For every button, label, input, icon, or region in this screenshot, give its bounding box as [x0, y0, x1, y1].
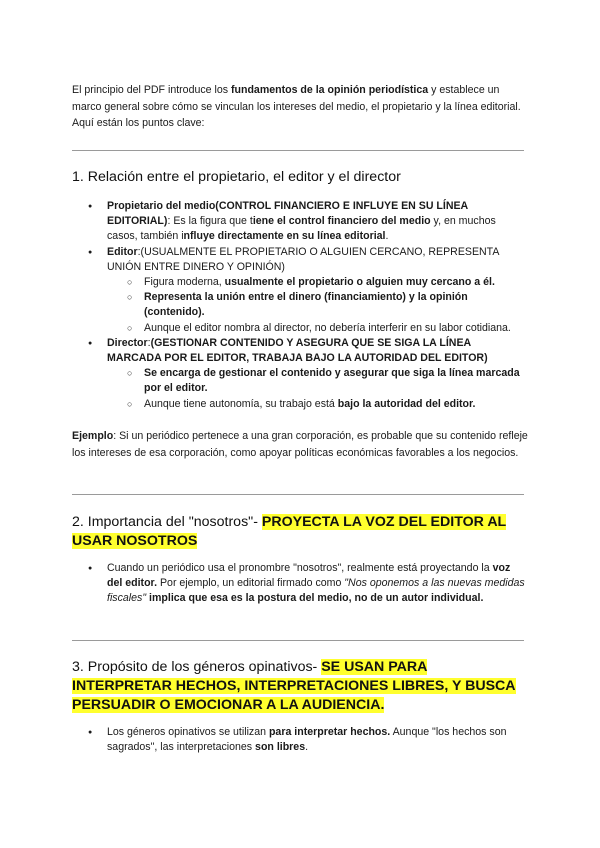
heading-text: 3. Propósito de los géneros opinativos-: [72, 659, 322, 675]
highlighted-heading-text: SE USAN PARA INTERPRETAR HECHOS, INTERPRETACIONES LIBRES, Y BUSCA PERSUADIR O EMOCIONAR A LA AUDIENCIA.: [72, 659, 516, 713]
sublist-item: ○ Representa la unión entre el dinero (financiamiento) y la opinión (contenido).: [107, 290, 528, 320]
heading-text: 2. Importancia del "nosotros"-: [72, 514, 262, 530]
list-item-director: ● Director:(GESTIONAR CONTENIDO Y ASEGURA QUE SE SIGA LA LÍNEA MARCADA POR EL EDITOR, TRABAJA BAJO LA AUTORIDAD DEL EDITOR) ○ Se encarga de gestionar el contenido y asegurar que siga la línea marcada por el editor. ○ Aunque tiene autonomía, su trabajo está bajo la autoridad del editor.: [72, 336, 528, 412]
highlighted-heading-text: PROYECTA LA VOZ DEL EDITOR AL USAR NOSOTROS: [72, 514, 507, 549]
heading-text: 1. Relación entre el propietario, el editor y el director: [72, 169, 401, 185]
section-2-heading: [72, 513, 512, 551]
intro-paragraph: [72, 82, 528, 132]
list-item: ● Cuando un periódico usa el pronombre "nosotros", realmente está proyectando la voz del editor. Por ejemplo, un editorial firmado como "Nos oponemos a las nuevas medidas fiscales" implica que esa es la postura del medio, no de un autor individual.: [72, 561, 528, 607]
section-2-list: [72, 561, 528, 607]
intro-text: y establece un marco general sobre cómo se vinculan los intereses del medio, el propietario y la línea editorial. Aquí están los puntos clave:: [72, 84, 521, 129]
divider: [72, 494, 524, 495]
sublist-item: ○ Aunque el editor nombra al director, no debería interferir en su labor cotidiana.: [107, 321, 528, 336]
sublist-item: ○ Se encarga de gestionar el contenido y asegurar que siga la línea marcada por el editor.: [107, 366, 528, 396]
list-item: ● Los géneros opinativos se utilizan para interpretar hechos. Aunque "los hechos son sagrados", las interpretaciones son libres.: [72, 725, 528, 755]
section-1-list: [72, 199, 528, 412]
section-3-list: [72, 725, 528, 755]
section-1-heading: [72, 168, 532, 187]
section-3-heading: [72, 658, 518, 715]
list-item-editor: ● Editor:(USUALMENTE EL PROPIETARIO O ALGUIEN CERCANO, REPRESENTA UNIÓN ENTRE DINERO Y OPINIÓN) ○ Figura moderna, usualmente el propietario o alguien muy cercano a él. ○ Representa la unión entre el dinero (financiamiento) y la opinión (contenido). ○ Aunque el editor nombra al director, no debería interferir en su labor cotidiana.: [72, 245, 528, 336]
intro-text: El principio del PDF introduce los: [72, 84, 231, 96]
divider: [72, 640, 524, 641]
example-paragraph: Ejemplo: Si un periódico pertenece a una gran corporación, es probable que su contenido refleje los intereses de esa corporación, como apoyar políticas económicas favorables a los negocios.: [72, 430, 528, 459]
divider: [72, 150, 524, 151]
list-item-owner: ● Propietario del medio(CONTROL FINANCIERO E INFLUYE EN SU LÍNEA EDITORIAL): Es la figura que tiene el control financiero del medio y, en muchos casos, también influye directamente en su línea editorial.: [72, 199, 528, 245]
intro-bold: fundamentos de la opinión periodística: [230, 84, 429, 96]
sublist-item: ○ Figura moderna, usualmente el propietario o alguien muy cercano a él.: [107, 275, 528, 290]
sublist-item: ○ Aunque tiene autonomía, su trabajo está bajo la autoridad del editor.: [107, 397, 528, 412]
